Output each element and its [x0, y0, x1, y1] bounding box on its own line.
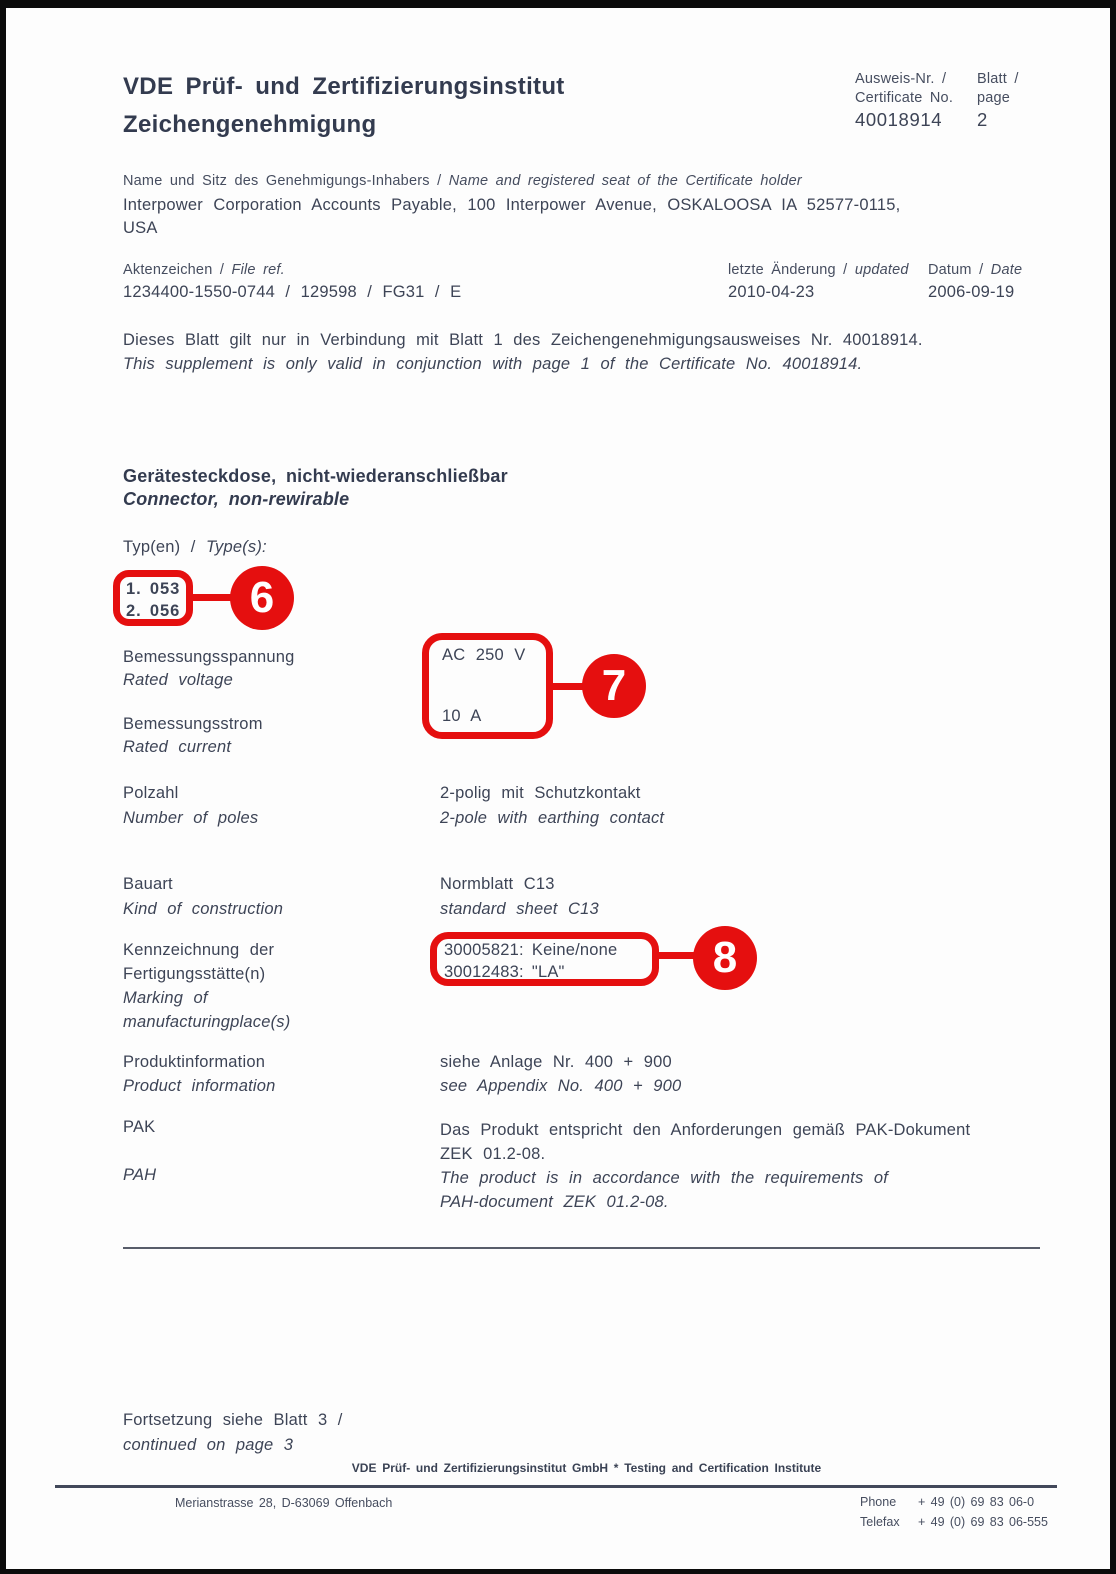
marking-values — [444, 939, 617, 983]
poles-value-en: 2-pole with earthing contact — [440, 809, 665, 827]
marking-highlight-box — [430, 932, 659, 986]
holder-label-de: Name und Sitz des Genehmigungs-Inhabers / — [123, 173, 442, 189]
productinfo-value-de: siehe Anlage Nr. 400 + 900 — [440, 1053, 672, 1071]
footer-phone-row — [860, 1492, 1048, 1512]
productinfo-value — [440, 1050, 681, 1098]
date-value: 2006-09-19 — [928, 283, 1015, 301]
types-label-en: Type(s): — [205, 538, 267, 556]
annotation-8-marker — [693, 926, 757, 990]
voltage-value: AC 250 V — [442, 646, 526, 664]
page-number-block — [977, 70, 1019, 129]
date-label-de: Datum / — [928, 262, 984, 278]
construction-label — [123, 872, 283, 922]
annotation-6-connector — [191, 594, 233, 601]
continued-note-de: Fortsetzung siehe Blatt 3 / — [123, 1411, 343, 1429]
current-value: 10 A — [442, 707, 482, 725]
product-title-de: Gerätesteckdose, nicht-wiederanschließbar — [123, 466, 508, 486]
type-item-1: 1. 053 — [126, 580, 181, 598]
annotation-6-marker — [230, 566, 294, 630]
construction-value — [440, 872, 599, 922]
fax-value: + 49 (0) 69 83 06-555 — [918, 1515, 1048, 1529]
annotation-7-number: 7 — [601, 661, 627, 710]
productinfo-label — [123, 1050, 275, 1098]
fileref-label-de: Aktenzeichen / — [123, 262, 225, 278]
poles-value-de: 2-polig mit Schutzkontakt — [440, 784, 641, 802]
marking-label-de1: Kennzeichnung der — [123, 941, 275, 959]
type-item-2: 2. 056 — [126, 602, 181, 620]
types-highlight-box — [113, 570, 193, 626]
document-title-line1: VDE Prüf- und Zertifizierungsinstitut — [123, 73, 565, 100]
marking-label — [123, 938, 290, 1034]
validity-note — [123, 328, 923, 376]
annotation-7-connector — [552, 683, 586, 690]
footer-address: Merianstrasse 28, D-63069 Offenbach — [175, 1496, 393, 1510]
date-label-en: Date — [990, 262, 1023, 278]
page-value: 2 — [977, 109, 988, 130]
voltage-label — [123, 646, 294, 692]
annotation-7-marker — [582, 654, 646, 718]
validity-note-de: Dieses Blatt gilt nur in Verbindung mit Blatt 1 des Zeichengenehmigungsausweises Nr. 40018914. — [123, 331, 923, 349]
certificate-number-value: 40018914 — [855, 109, 943, 130]
marking-value-line1: 30005821: Keine/none — [444, 941, 618, 959]
holder-label — [123, 173, 802, 189]
updated-value: 2010-04-23 — [728, 283, 815, 301]
marking-label-en2: manufacturingplace(s) — [123, 1013, 291, 1031]
type-list — [126, 578, 180, 622]
holder-address-line2: USA — [123, 219, 158, 237]
marking-label-de2: Fertigungsstätte(n) — [123, 965, 266, 983]
updated-label — [728, 262, 909, 278]
holder-address-line1: Interpower Corporation Accounts Payable, 100 Interpower Avenue, OSKALOOSA IA 52577-0115, — [123, 196, 901, 214]
pah-label: PAH — [123, 1166, 157, 1184]
document-title — [123, 68, 565, 144]
pak-value — [440, 1118, 970, 1214]
types-label — [123, 538, 267, 557]
current-label-de: Bemessungsstrom — [123, 715, 263, 733]
section-divider — [123, 1247, 1040, 1249]
certificate-page — [6, 8, 1110, 1569]
footer-fax-row — [860, 1512, 1048, 1532]
poles-value — [440, 781, 664, 831]
pak-value-de2: ZEK 01.2-08. — [440, 1145, 546, 1163]
marking-value-line2: 30012483: "LA" — [444, 963, 565, 981]
pak-value-de1: Das Produkt entspricht den Anforderungen gemäß PAK-Dokument — [440, 1121, 971, 1139]
ratings-highlight-box — [422, 633, 553, 739]
annotation-8-connector — [657, 952, 696, 959]
certificate-number-label-de: Ausweis-Nr. / — [855, 71, 947, 87]
institute-line: VDE Prüf- und Zertifizierungsinstitut GmbH * Testing and Certification Institute — [351, 1461, 822, 1475]
pak-value-en2: PAH-document ZEK 01.2-08. — [440, 1193, 669, 1211]
productinfo-label-en: Product information — [123, 1077, 276, 1095]
annotation-8-number: 8 — [712, 933, 738, 982]
product-title-en: Connector, non-rewirable — [123, 489, 350, 509]
current-label — [123, 713, 263, 759]
current-label-en: Rated current — [123, 738, 232, 756]
product-title — [123, 465, 508, 511]
poles-label — [123, 781, 258, 831]
updated-label-en: updated — [854, 262, 909, 278]
construction-value-de: Normblatt C13 — [440, 875, 555, 893]
phone-label: Phone — [860, 1495, 897, 1509]
certificate-number-label-en: Certificate No. — [855, 90, 954, 106]
productinfo-value-en: see Appendix No. 400 + 900 — [440, 1077, 682, 1095]
page-label-de: Blatt / — [977, 71, 1019, 87]
certificate-number-block — [855, 70, 953, 129]
voltage-label-en: Rated voltage — [123, 671, 234, 689]
pak-label: PAK — [123, 1118, 156, 1136]
holder-address — [123, 194, 900, 240]
fileref-label — [123, 262, 285, 278]
pak-value-en1: The product is in accordance with the requirements of — [440, 1169, 889, 1187]
fax-label: Telefax — [860, 1515, 900, 1529]
footer-rule — [55, 1485, 1057, 1488]
construction-label-de: Bauart — [123, 875, 173, 893]
fileref-value: 1234400-1550-0744 / 129598 / FG31 / E — [123, 283, 462, 301]
voltage-label-de: Bemessungsspannung — [123, 648, 295, 666]
poles-label-en: Number of poles — [123, 809, 259, 827]
date-label — [928, 262, 1022, 278]
holder-label-en: Name and registered seat of the Certificate holder — [448, 173, 802, 189]
poles-label-de: Polzahl — [123, 784, 179, 802]
marking-label-en1: Marking of — [123, 989, 208, 1007]
continued-note — [123, 1408, 343, 1458]
footer-contact — [860, 1492, 1048, 1532]
phone-value: + 49 (0) 69 83 06-0 — [918, 1495, 1035, 1509]
annotation-6-number: 6 — [249, 573, 275, 622]
validity-note-en: This supplement is only valid in conjunction with page 1 of the Certificate No. 40018914. — [123, 355, 863, 373]
continued-note-en: continued on page 3 — [123, 1436, 294, 1454]
page-label-en: page — [977, 90, 1011, 106]
document-title-line2: Zeichengenehmigung — [123, 111, 377, 138]
productinfo-label-de: Produktinformation — [123, 1053, 266, 1071]
types-label-de: Typ(en) / — [123, 538, 196, 556]
fileref-label-en: File ref. — [231, 262, 285, 278]
construction-label-en: Kind of construction — [123, 900, 284, 918]
construction-value-en: standard sheet C13 — [440, 900, 599, 918]
updated-label-de: letzte Änderung / — [728, 262, 848, 278]
